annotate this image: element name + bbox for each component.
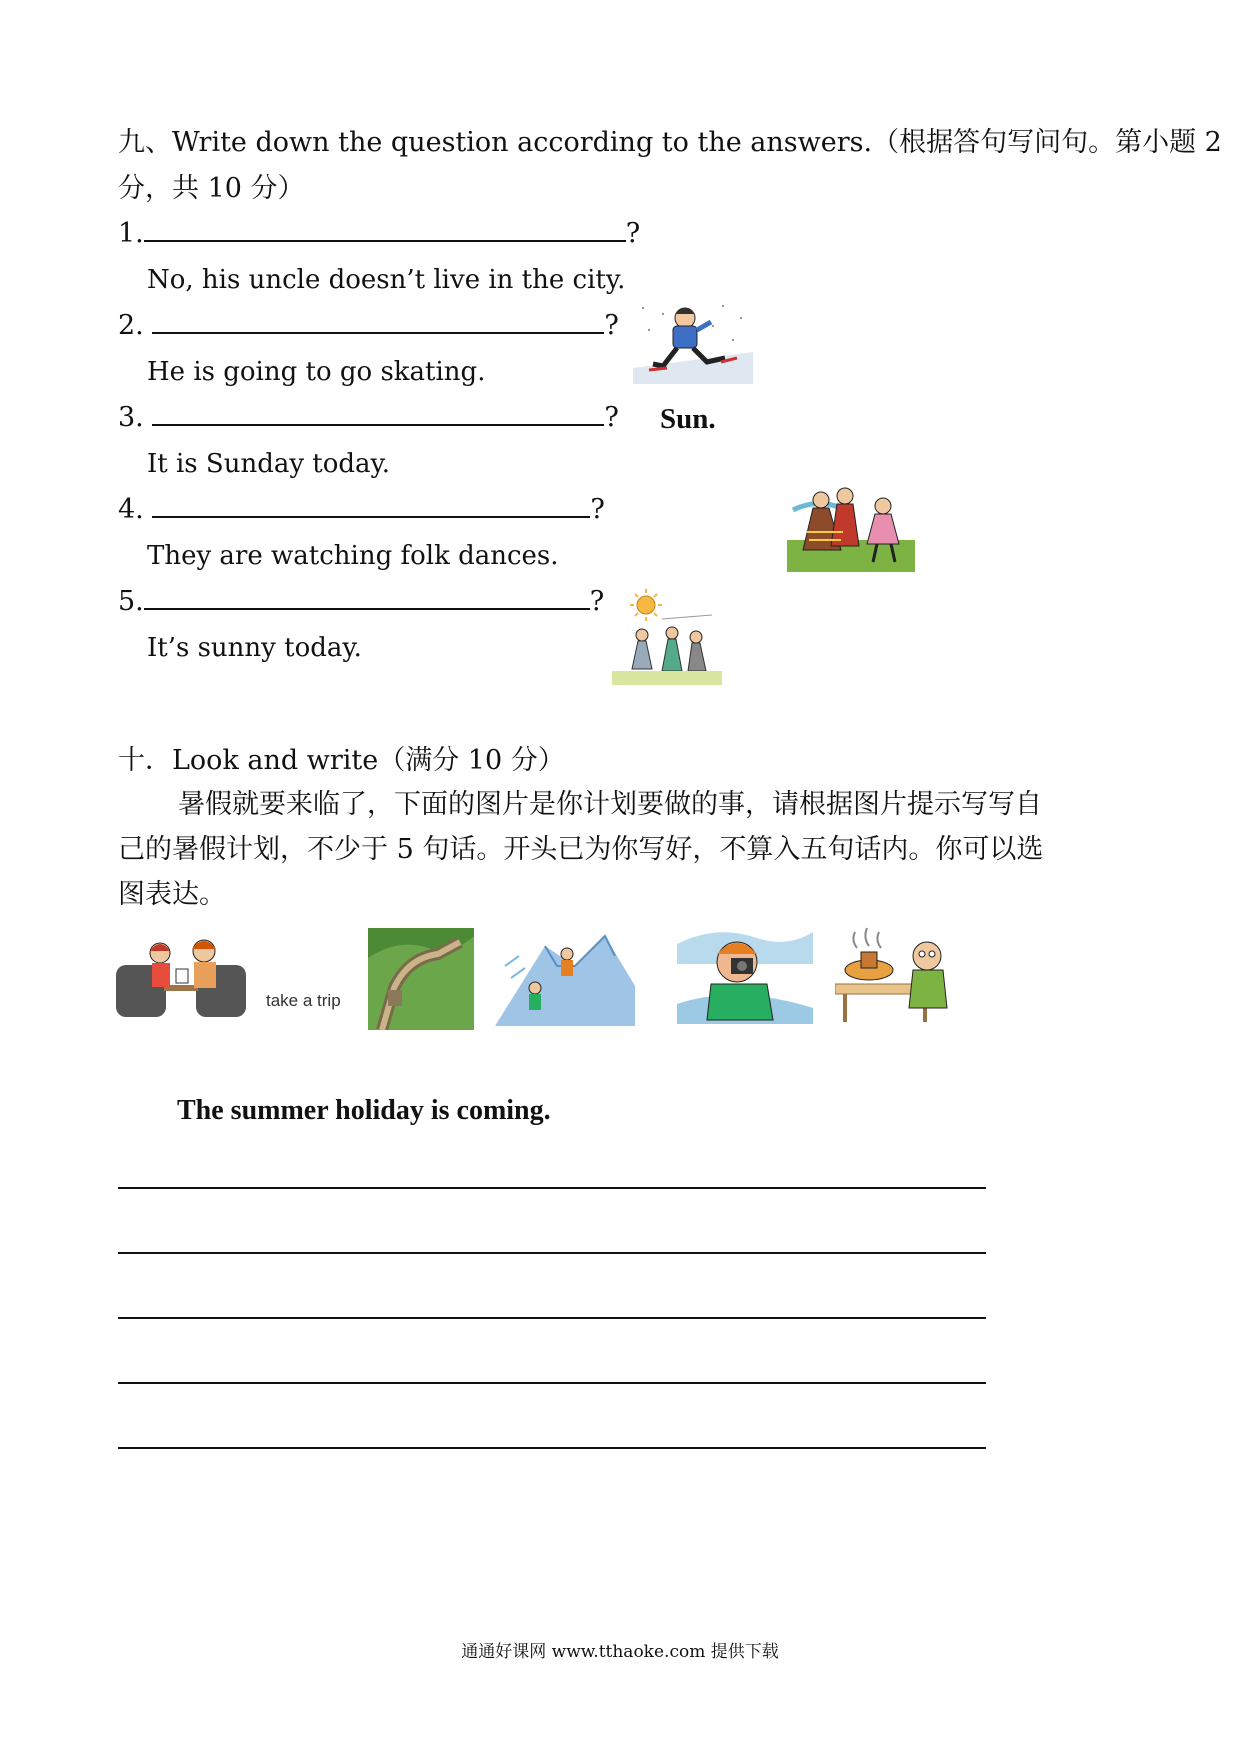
take-a-trip-caption: take a trip [266,991,341,1010]
sun-label: Sun. [660,403,716,435]
writing-line-2[interactable] [118,1252,986,1254]
taking-photo-picture [677,924,813,1024]
question-3-mark: ? [604,402,619,433]
question-1-row [118,218,640,250]
question-3-number: 3. [118,402,144,433]
question-4-number: 4. [118,494,144,525]
answer-2: He is going to go skating. [147,357,486,387]
question-1-blank[interactable] [144,220,626,242]
answer-3: It is Sunday today. [147,449,391,479]
question-4-mark: ? [590,494,605,525]
folk-dance-picture [787,480,915,572]
instruction-line3: 图表达。 [118,879,226,910]
answer-4: They are watching folk dances. [147,541,559,571]
question-4-row [118,494,605,526]
writing-line-4[interactable] [118,1382,986,1384]
question-5-blank[interactable] [144,588,590,610]
question-1-number: 1. [118,218,144,249]
climbing-mountain-picture [495,926,635,1026]
writing-line-3[interactable] [118,1317,986,1319]
footer-credit: 通通好课网 www.tthaoke.com 提供下载 [461,1642,779,1662]
question-2-number: 2. [118,310,144,341]
instruction-line1: 暑假就要来临了，下面的图片是你计划要做的事，请根据图片提示写写自 [178,789,1042,820]
question-3-blank[interactable] [152,404,604,426]
writing-line-1[interactable] [118,1187,986,1189]
section9-heading-line1: 九、Write down the question according to the answers.（根据答句写问句。第小题 2 [118,127,1222,158]
boy-skating-picture [633,300,753,384]
answer-5: It’s sunny today. [147,633,362,663]
great-wall-picture [368,928,474,1030]
instruction-line2: 己的暑假计划，不少于 5 句话。开头已为你写好，不算入五句话内。你可以选 [118,834,1044,865]
section9-heading-line2: 分，共 10 分） [118,173,305,204]
section10-heading: 十．Look and write（满分 10 分） [118,745,565,776]
question-2-blank[interactable] [152,312,604,334]
question-5-number: 5. [118,586,144,617]
question-5-row [118,586,604,618]
writing-line-5[interactable] [118,1447,986,1449]
answer-1: No, his uncle doesn’t live in the city. [147,265,626,295]
sunny-day-picture [612,585,722,685]
take-a-trip-picture [116,925,346,1025]
question-3-row [118,402,619,434]
question-2-row [118,310,619,342]
question-2-mark: ? [604,310,619,341]
question-1-mark: ? [625,218,641,249]
eating-hotpot-picture [835,922,957,1026]
opening-sentence: The summer holiday is coming. [177,1095,551,1126]
question-5-mark: ? [589,586,605,617]
question-4-blank[interactable] [152,496,590,518]
